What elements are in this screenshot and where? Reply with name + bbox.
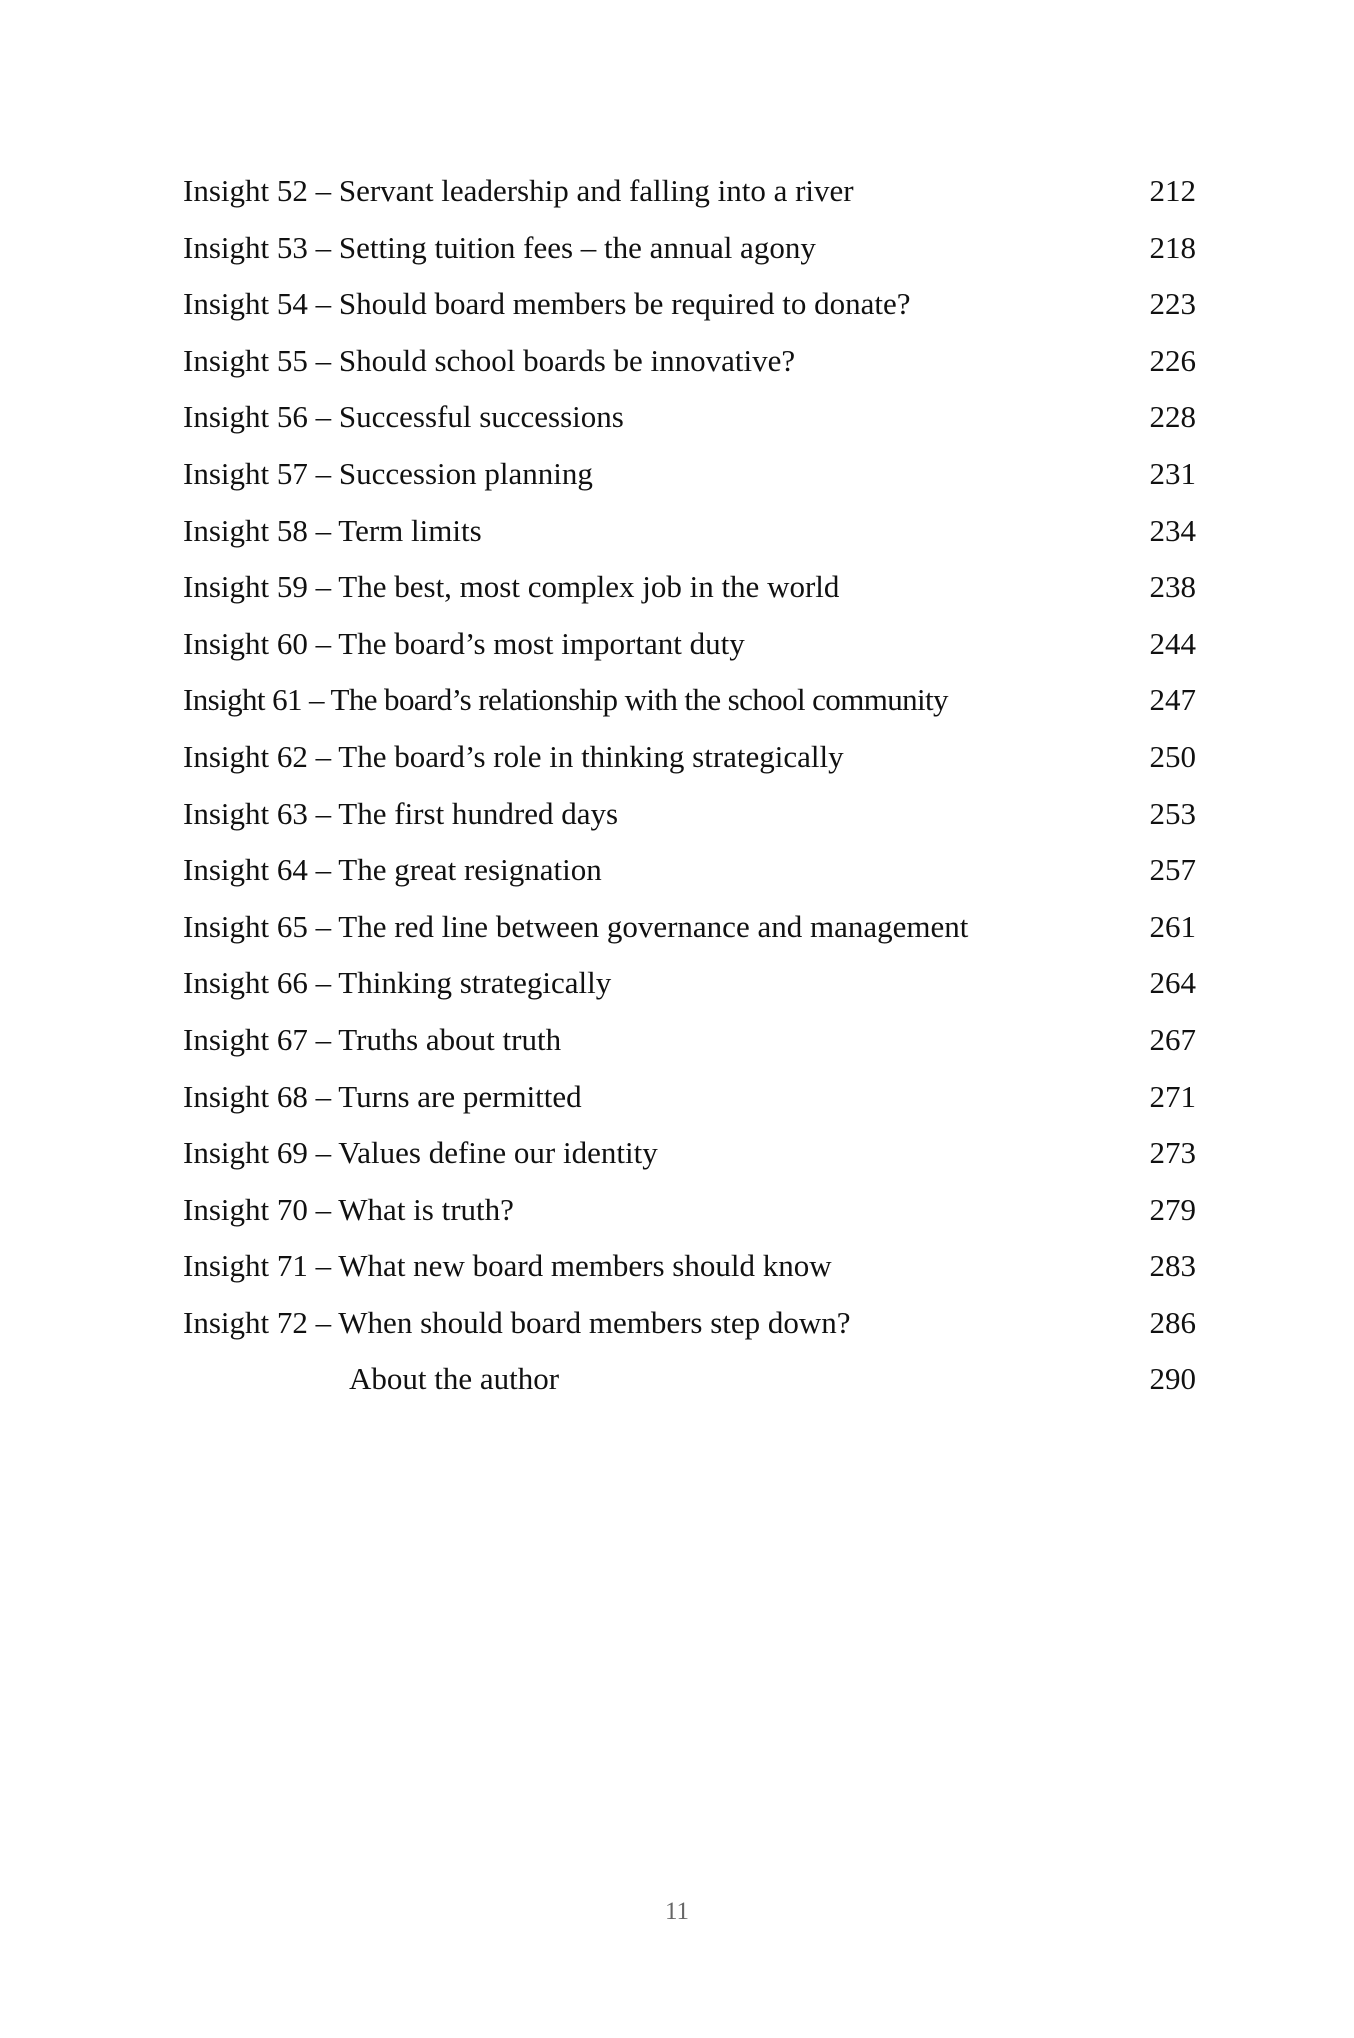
- toc-entry-about-author[interactable]: [183, 1351, 1196, 1408]
- toc-entry[interactable]: [183, 672, 1196, 729]
- toc-entry-page: 250: [1149, 738, 1196, 774]
- toc-entry[interactable]: [183, 389, 1196, 446]
- toc-entry-page: 271: [1149, 1078, 1196, 1114]
- toc-entry-page: 223: [1149, 286, 1196, 322]
- toc-entry[interactable]: [183, 1182, 1196, 1239]
- toc-entry-title: Insight 69 – Values define our identity: [183, 1135, 658, 1171]
- toc-entry-page: 264: [1149, 965, 1196, 1001]
- page-number: 11: [664, 1898, 690, 1925]
- toc-entry-page: 261: [1149, 908, 1196, 944]
- toc-entry[interactable]: [183, 729, 1196, 786]
- toc-entry-page: 238: [1149, 569, 1196, 605]
- toc-entry[interactable]: [183, 559, 1196, 616]
- toc-entry-title: Insight 57 – Succession planning: [183, 455, 593, 491]
- toc-entry-title: Insight 62 – The board’s role in thinking strategically: [183, 738, 844, 774]
- toc-entry-title: Insight 72 – When should board members step down?: [183, 1304, 851, 1340]
- table-of-contents: [183, 163, 1196, 1408]
- toc-entry-page: 290: [1149, 1361, 1196, 1397]
- toc-entry[interactable]: [183, 616, 1196, 673]
- toc-entry[interactable]: [183, 446, 1196, 503]
- toc-entry-title: Insight 64 – The great resignation: [183, 852, 602, 888]
- toc-entry-page: 212: [1149, 173, 1196, 208]
- toc-entry[interactable]: [183, 333, 1196, 390]
- toc-entry-title: Insight 55 – Should school boards be innovative?: [183, 342, 796, 378]
- toc-entry-page: 228: [1149, 399, 1196, 435]
- toc-entry-page: 253: [1149, 795, 1196, 831]
- toc-entry-title: Insight 53 – Setting tuition fees – the annual agony: [183, 229, 816, 265]
- toc-entry-title: Insight 65 – The red line between governance and management: [183, 908, 969, 944]
- toc-entry[interactable]: [183, 503, 1196, 560]
- toc-entry[interactable]: [183, 1125, 1196, 1182]
- toc-entry[interactable]: [183, 276, 1196, 333]
- toc-entry-page: 267: [1149, 1021, 1196, 1057]
- toc-entry-page: 234: [1149, 512, 1196, 548]
- toc-entry-page: 286: [1149, 1304, 1196, 1340]
- toc-entry-title: Insight 68 – Turns are permitted: [183, 1078, 582, 1114]
- toc-entry-page: 231: [1149, 455, 1196, 491]
- toc-entry-page: 226: [1149, 342, 1196, 378]
- toc-entry-title: Insight 56 – Successful successions: [183, 399, 624, 435]
- toc-entry[interactable]: [183, 786, 1196, 843]
- toc-entry[interactable]: [183, 1295, 1196, 1352]
- toc-entry-title: Insight 58 – Term limits: [183, 512, 482, 548]
- toc-entry-page: 279: [1149, 1191, 1196, 1227]
- toc-entry[interactable]: [183, 1069, 1196, 1126]
- toc-entry[interactable]: [183, 163, 1196, 220]
- toc-entry[interactable]: [183, 1238, 1196, 1295]
- toc-entry-title: Insight 54 – Should board members be required to donate?: [183, 286, 911, 322]
- toc-entry-page: 244: [1149, 625, 1196, 661]
- toc-entry-page: 273: [1149, 1135, 1196, 1171]
- toc-entry[interactable]: [183, 955, 1196, 1012]
- toc-entry-title: Insight 71 – What new board members should know: [183, 1248, 832, 1284]
- toc-entry-title: Insight 61 – The board’s relationship with the school community: [183, 682, 948, 718]
- toc-entry-title: Insight 67 – Truths about truth: [183, 1021, 562, 1057]
- toc-entry-title: Insight 52 – Servant leadership and falling into a river: [183, 173, 854, 208]
- toc-entry[interactable]: [183, 220, 1196, 277]
- toc-entry[interactable]: [183, 1012, 1196, 1069]
- toc-entry-page: 257: [1149, 852, 1196, 888]
- toc-entry-title: Insight 70 – What is truth?: [183, 1191, 514, 1227]
- toc-entry-page: 218: [1149, 229, 1196, 265]
- toc-entry-title: Insight 63 – The first hundred days: [183, 795, 619, 831]
- toc-entry-title: About the author: [349, 1361, 560, 1397]
- toc-entry[interactable]: [183, 842, 1196, 899]
- toc-entry-title: Insight 60 – The board’s most important duty: [183, 625, 745, 661]
- toc-entry-title: Insight 59 – The best, most complex job in the world: [183, 569, 840, 605]
- toc-entry-page: 247: [1149, 682, 1196, 718]
- toc-entry-title: Insight 66 – Thinking strategically: [183, 965, 612, 1001]
- toc-entry[interactable]: [183, 899, 1196, 956]
- toc-entry-page: 283: [1149, 1248, 1196, 1284]
